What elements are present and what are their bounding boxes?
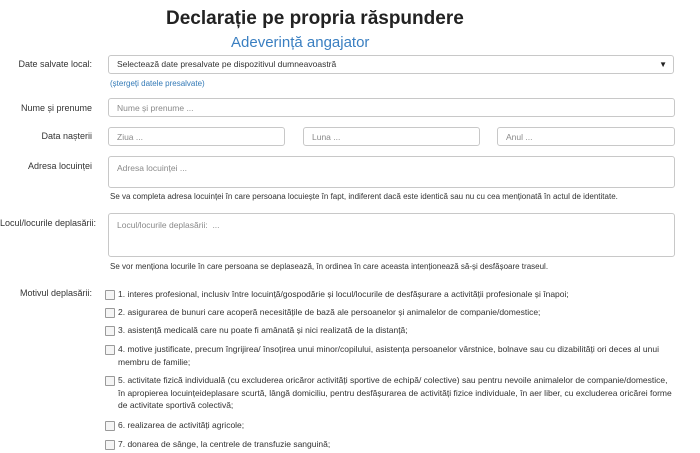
birth-month-field[interactable] <box>303 127 480 146</box>
clear-saved-data-link[interactable]: (ștergeți datele presalvate) <box>110 79 205 88</box>
places-help-text: Se vor menționa locurile în care persoana se deplasează, în ordinea în care aceasta intenționează să-și desfășoare traseul. <box>110 262 549 271</box>
form-title: Declarație pe propria răspundere <box>166 8 464 29</box>
name-field[interactable] <box>108 98 675 117</box>
checkbox[interactable] <box>105 440 115 450</box>
reason-option[interactable] <box>105 438 675 451</box>
reason-option[interactable] <box>105 288 675 301</box>
reason-option-label: 3. asistență medicală care nu poate fi amânată și nici realizată de la distanță; <box>118 325 408 335</box>
reason-option[interactable] <box>105 324 675 337</box>
checkbox[interactable] <box>105 376 115 386</box>
address-help-text: Se va completa adresa locuinței în care persoana locuiește în fapt, indiferent dacă este identică sau nu cu cea menționată în actul de identitate. <box>110 192 618 201</box>
address-label: Adresa locuinței <box>27 161 92 171</box>
form-subtitle: Adeverință angajator <box>231 34 370 51</box>
birth-date-label: Data nașterii <box>41 131 92 141</box>
birth-day-field[interactable] <box>108 127 285 146</box>
reason-option-label: 5. activitate fizică individuală (cu excluderea oricăror activități sportive de echipă/ colective) sau pentru nevoile animalelor de companie/domestice, în apropierea locuințeideplasare scurtă, lângă domiciliu, pentru desfășurarea de activități fizice individuale, în aer liber, cu excluderea oricărei forme de activitate sportivă colectivă; <box>118 375 672 410</box>
reason-option[interactable] <box>105 343 675 368</box>
reason-option[interactable] <box>105 306 675 319</box>
reason-option[interactable] <box>105 374 675 412</box>
reasons-label: Motivul deplasării: <box>19 288 92 298</box>
name-label: Nume și prenume <box>20 103 92 113</box>
checkbox[interactable] <box>105 421 115 431</box>
saved-data-select[interactable] <box>108 55 674 74</box>
places-field[interactable] <box>108 213 675 257</box>
birth-year-field[interactable] <box>497 127 675 146</box>
reason-option-label: 7. donarea de sânge, la centrele de transfuzie sanguină; <box>118 439 331 449</box>
checkbox[interactable] <box>105 308 115 318</box>
saved-data-label: Date salvate local: <box>18 59 92 69</box>
places-label: Locul/locurile deplasării: <box>0 218 97 228</box>
chevron-down-icon: ▼ <box>659 60 667 69</box>
checkbox[interactable] <box>105 290 115 300</box>
reason-option-label: 4. motive justificate, precum îngrijirea/ însoțirea unui minor/copilului, asistența persoanelor vârstnice, bolnave sau cu dizabilități ori deces al unui membru de familie; <box>118 344 659 367</box>
checkbox[interactable] <box>105 345 115 355</box>
saved-data-select-value: Selectează date presalvate pe dispozitivul dumneavoastră <box>117 59 337 69</box>
reason-option-label: 1. interes profesional, inclusiv între locuință/gospodărie și locul/locurile de desfășurare a activității profesionale și înapoi; <box>118 289 569 299</box>
reason-option-label: 6. realizarea de activități agricole; <box>118 420 245 430</box>
checkbox[interactable] <box>105 326 115 336</box>
reason-option-label: 2. asigurarea de bunuri care acoperă necesitățile de bază ale persoanelor și animalelor de companie/domestice; <box>118 307 541 317</box>
address-field[interactable] <box>108 156 675 188</box>
reason-option[interactable] <box>105 419 675 432</box>
